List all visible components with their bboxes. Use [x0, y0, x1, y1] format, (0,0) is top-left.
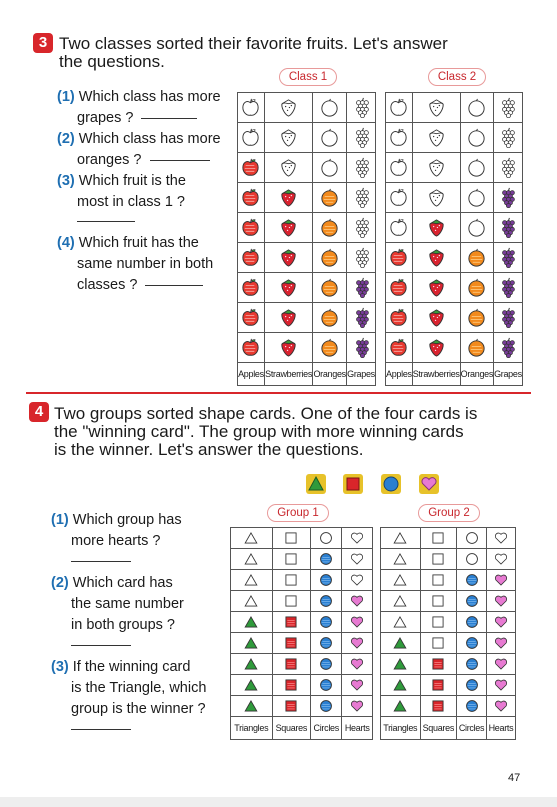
- grapes-outline-icon: [347, 213, 376, 243]
- column-label-orange: Oranges: [460, 363, 493, 386]
- heart-outline-icon: [342, 549, 373, 570]
- s4-question-1: [51, 510, 182, 552]
- column-label-square: Squares: [272, 717, 311, 740]
- apple-outline-icon: [386, 123, 413, 153]
- column-label-circle: Circles: [457, 717, 487, 740]
- column-label-grapes: Grapes: [494, 363, 523, 386]
- heart-filled-icon: [486, 633, 515, 654]
- table-row: [386, 213, 523, 243]
- s3-question-2: [57, 129, 221, 171]
- table-row: [231, 612, 373, 633]
- table-row: [381, 675, 516, 696]
- s4-q3-answer-blank[interactable]: [71, 729, 131, 730]
- square-card-icon: [343, 474, 363, 494]
- table-row: [231, 591, 373, 612]
- s3-question-4: [57, 233, 213, 296]
- grapes-filled-icon: [494, 183, 523, 213]
- section-4-heading-line2: the "winning card". The group with more winning cards: [54, 422, 464, 441]
- column-label-heart: Hearts: [486, 717, 515, 740]
- s3-q3-answer-blank[interactable]: [77, 221, 135, 222]
- strawberry-filled-icon: [264, 273, 312, 303]
- triangle-filled-icon: [231, 675, 273, 696]
- circle-filled-icon: [457, 570, 487, 591]
- s4-q3-line2: is the Triangle, which: [71, 680, 207, 696]
- s3-q2-number: (2): [57, 131, 75, 147]
- table-row: [238, 303, 376, 333]
- strawberry-filled-icon: [264, 243, 312, 273]
- strawberry-filled-icon: [412, 213, 460, 243]
- strawberry-outline-icon: [412, 183, 460, 213]
- square-filled-icon: [272, 654, 311, 675]
- s4-q1-answer-blank[interactable]: [71, 561, 131, 562]
- table-row: [381, 612, 516, 633]
- table-footer-row: [386, 363, 523, 386]
- s3-q3-line2: most in class 1 ?: [77, 194, 185, 210]
- s3-q2-line2: oranges ?: [77, 152, 142, 168]
- s3-q2-answer-blank[interactable]: [150, 160, 210, 161]
- heart-filled-icon: [342, 591, 373, 612]
- page-bottom-bar: [0, 797, 557, 807]
- section-3-heading-line1: Two classes sorted their favorite fruits. Let's answer: [59, 34, 448, 53]
- heart-filled-icon: [342, 675, 373, 696]
- s4-q3-line3: group is the winner ?: [71, 701, 206, 717]
- s4-q2-line2: the same number: [71, 596, 184, 612]
- square-filled-icon: [272, 696, 311, 717]
- heart-outline-icon: [342, 528, 373, 549]
- column-label-apple: Apples: [386, 363, 413, 386]
- triangle-outline-icon: [381, 591, 421, 612]
- apple-filled-icon: [386, 303, 413, 333]
- table-row: [381, 591, 516, 612]
- circle-filled-icon: [311, 612, 342, 633]
- grapes-filled-icon: [494, 273, 523, 303]
- grapes-filled-icon: [347, 273, 376, 303]
- heart-filled-icon: [486, 591, 515, 612]
- heart-filled-icon: [486, 675, 515, 696]
- apple-filled-icon: [238, 183, 265, 213]
- section-4-badge: 4: [29, 402, 49, 422]
- heart-filled-icon: [486, 696, 515, 717]
- s3-q4-answer-blank[interactable]: [145, 285, 203, 286]
- table-row: [238, 93, 376, 123]
- circle-filled-icon: [457, 654, 487, 675]
- circle-filled-icon: [457, 633, 487, 654]
- square-filled-icon: [420, 654, 457, 675]
- grapes-filled-icon: [347, 333, 376, 363]
- orange-filled-icon: [460, 333, 493, 363]
- table-row: [231, 528, 373, 549]
- grapes-outline-icon: [347, 243, 376, 273]
- strawberry-filled-icon: [412, 333, 460, 363]
- s3-q3-line1: Which fruit is the: [78, 173, 186, 189]
- class-1-fruit-table: [237, 92, 376, 386]
- s3-q4-line1: Which fruit has the: [78, 235, 199, 251]
- apple-filled-icon: [238, 273, 265, 303]
- column-label-orange: Oranges: [313, 363, 347, 386]
- s4-q2-line1: Which card has: [72, 575, 173, 591]
- apple-filled-icon: [386, 273, 413, 303]
- table-row: [238, 333, 376, 363]
- strawberry-filled-icon: [264, 303, 312, 333]
- strawberry-filled-icon: [412, 273, 460, 303]
- circle-filled-icon: [457, 591, 487, 612]
- s3-question-1: [57, 87, 221, 129]
- circle-filled-icon: [311, 675, 342, 696]
- strawberry-outline-icon: [264, 93, 312, 123]
- triangle-outline-icon: [381, 549, 421, 570]
- s3-q2-line1: Which class has more: [78, 131, 221, 147]
- square-outline-icon: [420, 633, 457, 654]
- square-outline-icon: [272, 591, 311, 612]
- group-1-label: Group 1: [267, 504, 329, 522]
- triangle-filled-icon: [381, 654, 421, 675]
- circle-outline-icon: [457, 528, 487, 549]
- table-row: [386, 123, 523, 153]
- section-3-badge: 3: [33, 33, 53, 53]
- table-row: [231, 696, 373, 717]
- grapes-filled-icon: [494, 333, 523, 363]
- apple-outline-icon: [238, 123, 265, 153]
- section-divider: [26, 392, 531, 394]
- group-2-label: Group 2: [418, 504, 480, 522]
- section-3-heading: [59, 35, 448, 71]
- grapes-outline-icon: [494, 93, 523, 123]
- s3-q1-answer-blank[interactable]: [141, 118, 197, 119]
- column-label-circle: Circles: [311, 717, 342, 740]
- column-label-heart: Hearts: [342, 717, 373, 740]
- circle-filled-icon: [457, 696, 487, 717]
- circle-filled-icon: [457, 675, 487, 696]
- triangle-outline-icon: [231, 528, 273, 549]
- section-4-heading-line3: is the winner. Let's answer the questions.: [54, 440, 364, 459]
- circle-filled-icon: [457, 612, 487, 633]
- circle-filled-icon: [311, 654, 342, 675]
- table-row: [238, 243, 376, 273]
- heart-filled-icon: [342, 612, 373, 633]
- circle-card-icon: [381, 474, 401, 494]
- square-outline-icon: [272, 528, 311, 549]
- s3-q1-line1: Which class has more: [78, 89, 221, 105]
- section-4-heading-line1: Two groups sorted shape cards. One of the four cards is: [54, 404, 478, 423]
- class-2-fruit-table: [385, 92, 523, 386]
- heart-filled-icon: [342, 633, 373, 654]
- apple-filled-icon: [238, 303, 265, 333]
- circle-filled-icon: [311, 570, 342, 591]
- table-row: [231, 549, 373, 570]
- orange-filled-icon: [313, 273, 347, 303]
- table-row: [386, 153, 523, 183]
- triangle-filled-icon: [381, 696, 421, 717]
- triangle-filled-icon: [231, 612, 273, 633]
- grapes-filled-icon: [347, 303, 376, 333]
- column-label-strawberry: Strawberries: [264, 363, 312, 386]
- grapes-filled-icon: [494, 243, 523, 273]
- triangle-filled-icon: [231, 654, 273, 675]
- orange-outline-icon: [313, 123, 347, 153]
- strawberry-filled-icon: [264, 213, 312, 243]
- orange-outline-icon: [460, 123, 493, 153]
- table-row: [381, 549, 516, 570]
- table-row: [231, 570, 373, 591]
- heart-filled-icon: [486, 570, 515, 591]
- column-label-square: Squares: [420, 717, 457, 740]
- apple-outline-icon: [386, 153, 413, 183]
- square-filled-icon: [272, 675, 311, 696]
- table-row: [238, 183, 376, 213]
- square-outline-icon: [420, 591, 457, 612]
- table-row: [386, 333, 523, 363]
- square-filled-icon: [420, 675, 457, 696]
- square-outline-icon: [420, 528, 457, 549]
- square-filled-icon: [272, 612, 311, 633]
- table-row: [386, 273, 523, 303]
- s4-question-3: [51, 657, 206, 720]
- strawberry-filled-icon: [412, 243, 460, 273]
- table-row: [381, 654, 516, 675]
- orange-outline-icon: [460, 213, 493, 243]
- table-row: [231, 633, 373, 654]
- square-filled-icon: [420, 696, 457, 717]
- apple-filled-icon: [386, 333, 413, 363]
- grapes-outline-icon: [347, 93, 376, 123]
- circle-filled-icon: [311, 591, 342, 612]
- table-row: [238, 213, 376, 243]
- orange-outline-icon: [313, 93, 347, 123]
- triangle-outline-icon: [231, 570, 273, 591]
- table-row: [386, 93, 523, 123]
- grapes-outline-icon: [494, 123, 523, 153]
- orange-outline-icon: [460, 153, 493, 183]
- table-row: [238, 123, 376, 153]
- strawberry-outline-icon: [264, 153, 312, 183]
- orange-filled-icon: [460, 243, 493, 273]
- page-number: 47: [508, 772, 521, 784]
- table-footer-row: [381, 717, 516, 740]
- apple-filled-icon: [386, 243, 413, 273]
- circle-outline-icon: [457, 549, 487, 570]
- apple-filled-icon: [238, 153, 265, 183]
- s4-q3-line1: If the winning card: [72, 659, 191, 675]
- triangle-filled-icon: [231, 633, 273, 654]
- orange-filled-icon: [313, 243, 347, 273]
- table-row: [238, 153, 376, 183]
- apple-outline-icon: [386, 183, 413, 213]
- orange-outline-icon: [460, 183, 493, 213]
- orange-outline-icon: [313, 153, 347, 183]
- grapes-outline-icon: [347, 183, 376, 213]
- column-label-grapes: Grapes: [347, 363, 376, 386]
- circle-filled-icon: [311, 549, 342, 570]
- heart-card-icon: [419, 474, 439, 494]
- orange-filled-icon: [313, 303, 347, 333]
- table-row: [238, 273, 376, 303]
- orange-filled-icon: [460, 303, 493, 333]
- circle-filled-icon: [311, 696, 342, 717]
- strawberry-outline-icon: [412, 123, 460, 153]
- apple-outline-icon: [386, 213, 413, 243]
- triangle-outline-icon: [381, 528, 421, 549]
- strawberry-outline-icon: [412, 93, 460, 123]
- group-1-shape-table: [230, 527, 373, 740]
- group-2-shape-table: [380, 527, 516, 740]
- triangle-outline-icon: [381, 612, 421, 633]
- strawberry-filled-icon: [264, 183, 312, 213]
- column-label-strawberry: Strawberries: [412, 363, 460, 386]
- s4-q3-number: (3): [51, 659, 69, 675]
- table-row: [381, 696, 516, 717]
- winning-card-options: [306, 474, 446, 496]
- s3-q4-number: (4): [57, 235, 75, 251]
- triangle-outline-icon: [381, 570, 421, 591]
- square-outline-icon: [420, 570, 457, 591]
- table-row: [381, 633, 516, 654]
- column-label-triangle: Triangles: [381, 717, 421, 740]
- triangle-outline-icon: [231, 591, 273, 612]
- heart-filled-icon: [342, 696, 373, 717]
- apple-filled-icon: [238, 333, 265, 363]
- table-footer-row: [238, 363, 376, 386]
- square-outline-icon: [272, 549, 311, 570]
- table-row: [381, 570, 516, 591]
- s4-q2-answer-blank[interactable]: [71, 645, 131, 646]
- heart-outline-icon: [486, 528, 515, 549]
- grapes-outline-icon: [347, 123, 376, 153]
- triangle-filled-icon: [381, 633, 421, 654]
- grapes-outline-icon: [347, 153, 376, 183]
- strawberry-outline-icon: [264, 123, 312, 153]
- s3-q4-line3: classes ?: [77, 277, 138, 293]
- table-row: [386, 303, 523, 333]
- table-row: [231, 654, 373, 675]
- square-filled-icon: [272, 633, 311, 654]
- section-4-heading: [54, 405, 477, 459]
- strawberry-outline-icon: [412, 153, 460, 183]
- s3-q3-number: (3): [57, 173, 75, 189]
- table-row: [231, 675, 373, 696]
- s3-q1-number: (1): [57, 89, 75, 105]
- triangle-filled-icon: [231, 696, 273, 717]
- strawberry-filled-icon: [412, 303, 460, 333]
- table-row: [381, 528, 516, 549]
- heart-filled-icon: [486, 654, 515, 675]
- orange-filled-icon: [313, 333, 347, 363]
- s4-q1-line2: more hearts ?: [71, 533, 161, 549]
- column-label-apple: Apples: [238, 363, 265, 386]
- square-outline-icon: [420, 612, 457, 633]
- s3-q4-line2: same number in both: [77, 256, 214, 272]
- table-row: [386, 243, 523, 273]
- grapes-filled-icon: [494, 303, 523, 333]
- heart-outline-icon: [342, 570, 373, 591]
- orange-filled-icon: [313, 183, 347, 213]
- s3-q1-line2: grapes ?: [77, 110, 134, 126]
- circle-outline-icon: [311, 528, 342, 549]
- apple-filled-icon: [238, 213, 265, 243]
- s4-question-2: [51, 573, 184, 636]
- strawberry-filled-icon: [264, 333, 312, 363]
- grapes-filled-icon: [494, 213, 523, 243]
- heart-filled-icon: [486, 612, 515, 633]
- grapes-outline-icon: [494, 153, 523, 183]
- table-row: [386, 183, 523, 213]
- apple-outline-icon: [238, 93, 265, 123]
- apple-outline-icon: [386, 93, 413, 123]
- orange-filled-icon: [460, 273, 493, 303]
- s4-q1-line1: Which group has: [72, 512, 182, 528]
- s4-q2-line3: in both groups ?: [71, 617, 175, 633]
- apple-filled-icon: [238, 243, 265, 273]
- column-label-triangle: Triangles: [231, 717, 273, 740]
- s4-q1-number: (1): [51, 512, 69, 528]
- square-outline-icon: [272, 570, 311, 591]
- s4-q2-number: (2): [51, 575, 69, 591]
- orange-filled-icon: [313, 213, 347, 243]
- s3-question-3: [57, 171, 186, 213]
- section-3-heading-line2: the questions.: [59, 52, 165, 71]
- table-footer-row: [231, 717, 373, 740]
- triangle-card-icon: [306, 474, 326, 494]
- heart-filled-icon: [342, 654, 373, 675]
- circle-filled-icon: [311, 633, 342, 654]
- heart-outline-icon: [486, 549, 515, 570]
- triangle-filled-icon: [381, 675, 421, 696]
- class-2-label: Class 2: [428, 68, 486, 86]
- class-1-label: Class 1: [279, 68, 337, 86]
- square-outline-icon: [420, 549, 457, 570]
- orange-outline-icon: [460, 93, 493, 123]
- triangle-outline-icon: [231, 549, 273, 570]
